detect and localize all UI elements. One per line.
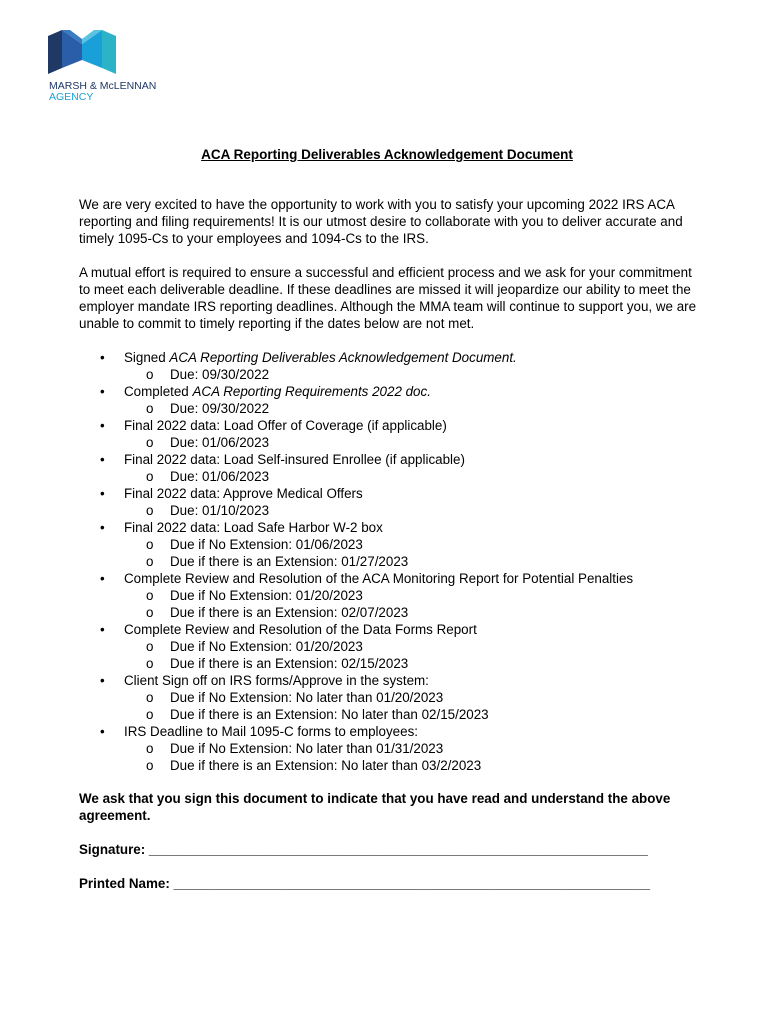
deliverable-item (79, 451, 719, 468)
deliverable-label: Final 2022 data: Approve Medical Offers (124, 486, 363, 501)
deliverable-item (79, 383, 719, 400)
deliverable-due-date (79, 587, 719, 604)
deliverable-label: Client Sign off on IRS forms/Approve in the system: (124, 673, 429, 688)
deliverable-label: Final 2022 data: Load Safe Harbor W-2 box (124, 520, 383, 535)
bullet-icon: • (100, 673, 105, 688)
intro-paragraph: We are very excited to have the opportunity to work with you to satisfy your upcoming 2022 IRS ACA reporting and filing requirements! It is our utmost desire to collaborate with you to deliver accurate and timely 1095-Cs to your employees and 1094-Cs to the IRS. (79, 197, 683, 246)
due-date-text: Due if No Extension: No later than 01/31/2023 (170, 741, 444, 756)
bullet-icon: • (100, 571, 105, 586)
deliverable-due-date (79, 604, 719, 621)
bullet-icon: • (100, 724, 105, 739)
bullet-icon: • (100, 622, 105, 637)
due-date-text: Due: 01/06/2023 (170, 435, 270, 450)
due-date-text: Due if No Extension: 01/06/2023 (170, 537, 363, 552)
due-date-text: Due: 09/30/2022 (170, 367, 270, 382)
signature-field[interactable]: Signature: ___________________________________________________________________ (79, 842, 648, 857)
deliverable-item (79, 621, 719, 638)
sub-bullet-icon: o (146, 554, 154, 569)
bullet-icon: • (100, 486, 105, 501)
bullet-icon: • (100, 520, 105, 535)
deliverable-due-date (79, 757, 719, 774)
deliverable-due-date (79, 740, 719, 757)
sub-bullet-icon: o (146, 469, 154, 484)
due-date-text: Due if there is an Extension: No later than 03/2/2023 (170, 758, 482, 773)
deliverable-item (79, 570, 719, 587)
deliverable-item (79, 349, 719, 366)
bullet-icon: • (100, 384, 105, 399)
bullet-icon: • (100, 452, 105, 467)
commitment-paragraph: A mutual effort is required to ensure a successful and efficient process and we ask for your commitment to meet each deliverable deadline. If these deadlines are missed it will jeopardize our ability to meet the employer mandate IRS reporting deadlines. Although the MMA team will continue to support you, we are unable to commit to timely reporting if the dates below are not met. (79, 265, 697, 331)
printed-name-field[interactable]: Printed Name: ________________________________________________________________ (79, 876, 651, 891)
deliverables-list (79, 349, 719, 774)
deliverable-due-date (79, 689, 719, 706)
deliverable-due-date (79, 638, 719, 655)
logo-subname: AGENCY (49, 91, 94, 103)
deliverable-item (79, 672, 719, 689)
deliverable-document-name: ACA Reporting Requirements 2022 doc. (192, 384, 431, 399)
due-date-text: Due: 01/10/2023 (170, 503, 270, 518)
logo-name: MARSH & McLENNAN (49, 80, 157, 92)
deliverable-label: Final 2022 data: Load Self-insured Enrollee (if applicable) (124, 452, 465, 467)
sub-bullet-icon: o (146, 656, 154, 671)
sub-bullet-icon: o (146, 537, 154, 552)
sub-bullet-icon: o (146, 741, 154, 756)
deliverable-due-date (79, 366, 719, 383)
sub-bullet-icon: o (146, 588, 154, 603)
deliverable-item (79, 485, 719, 502)
sub-bullet-icon: o (146, 690, 154, 705)
due-date-text: Due if there is an Extension: 01/27/2023 (170, 554, 409, 569)
document-title: ACA Reporting Deliverables Acknowledgement Document (201, 147, 573, 162)
due-date-text: Due if there is an Extension: 02/07/2023 (170, 605, 409, 620)
due-date-text: Due if No Extension: No later than 01/20/2023 (170, 690, 444, 705)
sub-bullet-icon: o (146, 401, 154, 416)
deliverable-due-date (79, 400, 719, 417)
due-date-text: Due if there is an Extension: No later than 02/15/2023 (170, 707, 489, 722)
sub-bullet-icon: o (146, 367, 154, 382)
deliverable-due-date (79, 468, 719, 485)
deliverable-label: IRS Deadline to Mail 1095-C forms to employees: (124, 724, 418, 739)
company-logo (48, 30, 178, 105)
deliverable-document-name: ACA Reporting Deliverables Acknowledgement Document. (169, 350, 517, 365)
due-date-text: Due: 01/06/2023 (170, 469, 270, 484)
bullet-icon: • (100, 350, 105, 365)
sub-bullet-icon: o (146, 503, 154, 518)
sub-bullet-icon: o (146, 758, 154, 773)
deliverable-due-date (79, 434, 719, 451)
bullet-icon: • (100, 418, 105, 433)
deliverable-label: Signed (124, 350, 170, 365)
logo-mark-icon (48, 30, 116, 74)
deliverable-label: Completed (124, 384, 193, 399)
sub-bullet-icon: o (146, 707, 154, 722)
due-date-text: Due if No Extension: 01/20/2023 (170, 639, 363, 654)
due-date-text: Due: 09/30/2022 (170, 401, 270, 416)
deliverable-item (79, 723, 719, 740)
due-date-text: Due if there is an Extension: 02/15/2023 (170, 656, 409, 671)
deliverable-item (79, 519, 719, 536)
deliverable-due-date (79, 655, 719, 672)
closing-statement: We ask that you sign this document to indicate that you have read and understand the above agreement. (79, 791, 671, 823)
deliverable-item (79, 417, 719, 434)
deliverable-due-date (79, 502, 719, 519)
deliverable-label: Final 2022 data: Load Offer of Coverage (if applicable) (124, 418, 447, 433)
deliverable-due-date (79, 553, 719, 570)
deliverable-due-date (79, 536, 719, 553)
deliverable-label: Complete Review and Resolution of the ACA Monitoring Report for Potential Penalties (124, 571, 634, 586)
deliverable-due-date (79, 706, 719, 723)
sub-bullet-icon: o (146, 435, 154, 450)
due-date-text: Due if No Extension: 01/20/2023 (170, 588, 363, 603)
sub-bullet-icon: o (146, 605, 154, 620)
deliverable-label: Complete Review and Resolution of the Data Forms Report (124, 622, 477, 637)
sub-bullet-icon: o (146, 639, 154, 654)
